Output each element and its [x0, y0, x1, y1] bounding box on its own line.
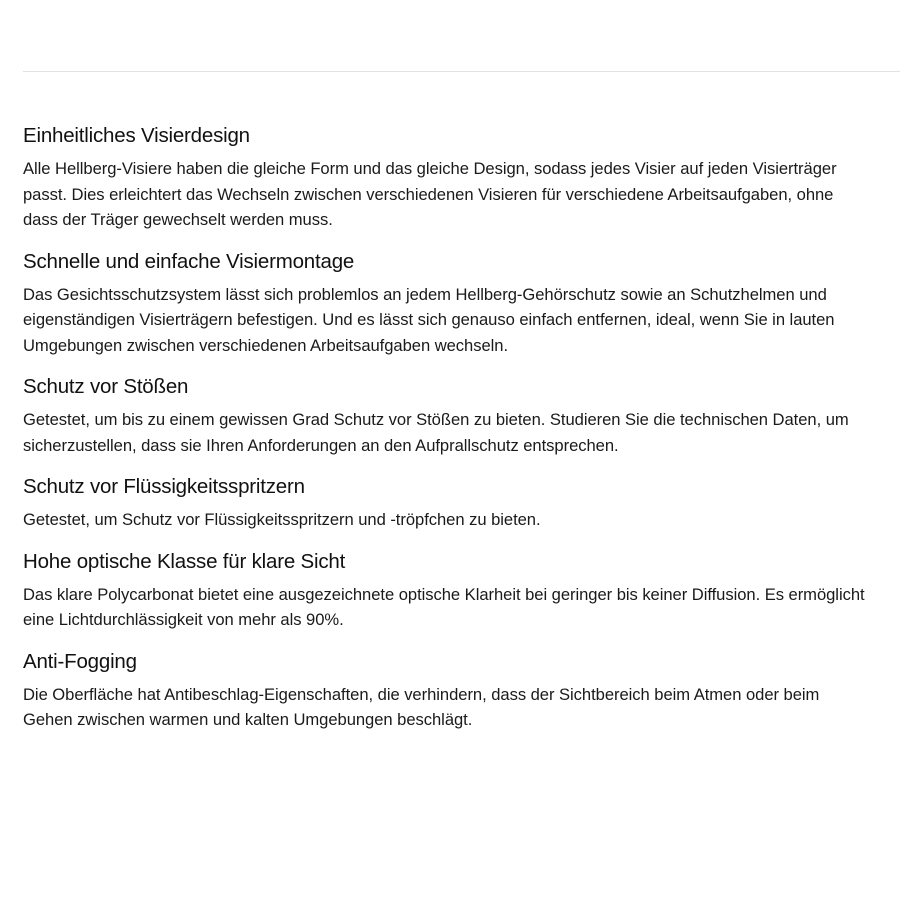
feature-description: Alle Hellberg-Visiere haben die gleiche Form und das gleiche Design, sodass jedes Visier auf jeden Visierträger passt. Dies erleichtert das Wechseln zwischen verschiedenen Visieren für verschiedene Arbeitsaufgaben, ohne dass der Träger gewechselt werden muss. — [23, 159, 837, 229]
section-divider — [23, 71, 900, 72]
feature-section-anti-fogging — [23, 648, 873, 733]
feature-description: Getestet, um Schutz vor Flüssigkeitsspritzern und -tröpfchen zu bieten. — [23, 510, 541, 529]
feature-section-splash-protection — [23, 473, 873, 533]
feature-heading: Einheitliches Visierdesign — [23, 124, 250, 147]
feature-heading: Schutz vor Flüssigkeitsspritzern — [23, 475, 305, 498]
feature-section-quick-visor-mounting — [23, 248, 873, 359]
feature-heading: Hohe optische Klasse für klare Sicht — [23, 549, 346, 573]
feature-section-impact-protection — [23, 373, 873, 458]
feature-description: Die Oberfläche hat Antibeschlag-Eigenschaften, die verhindern, dass der Sichtbereich beim Atmen oder beim Gehen zwischen warmen und kalten Umgebungen beschlägt. — [23, 684, 820, 729]
feature-section-uniform-visor-design — [23, 122, 873, 233]
feature-description: Getestet, um bis zu einem gewissen Grad Schutz vor Stößen zu bieten. Studieren Sie die technischen Daten, um sicherzustellen, dass sie Ihren Anforderungen an den Aufprallschutz entsprechen. — [23, 410, 849, 455]
feature-heading: Schnelle und einfache Visiermontage — [23, 249, 355, 273]
feature-description: Das klare Polycarbonat bietet eine ausgezeichnete optische Klarheit bei geringer bis keiner Diffusion. Es ermöglicht eine Lichtdurchlässigkeit von mehr als 90%. — [23, 584, 865, 629]
feature-heading: Schutz vor Stößen — [23, 375, 189, 398]
feature-section-optical-class — [23, 548, 873, 633]
feature-heading: Anti-Fogging — [23, 649, 137, 673]
feature-list — [23, 122, 873, 748]
feature-description: Das Gesichtsschutzsystem lässt sich problemlos an jedem Hellberg-Gehörschutz sowie an Schutzhelmen und eigenständigen Visierträgern befestigen. Und es lässt sich genauso einfach entfernen, ideal, wenn Sie in lauten Umgebungen zwischen verschiedenen Arbeitsaufgaben wechseln. — [23, 284, 835, 355]
